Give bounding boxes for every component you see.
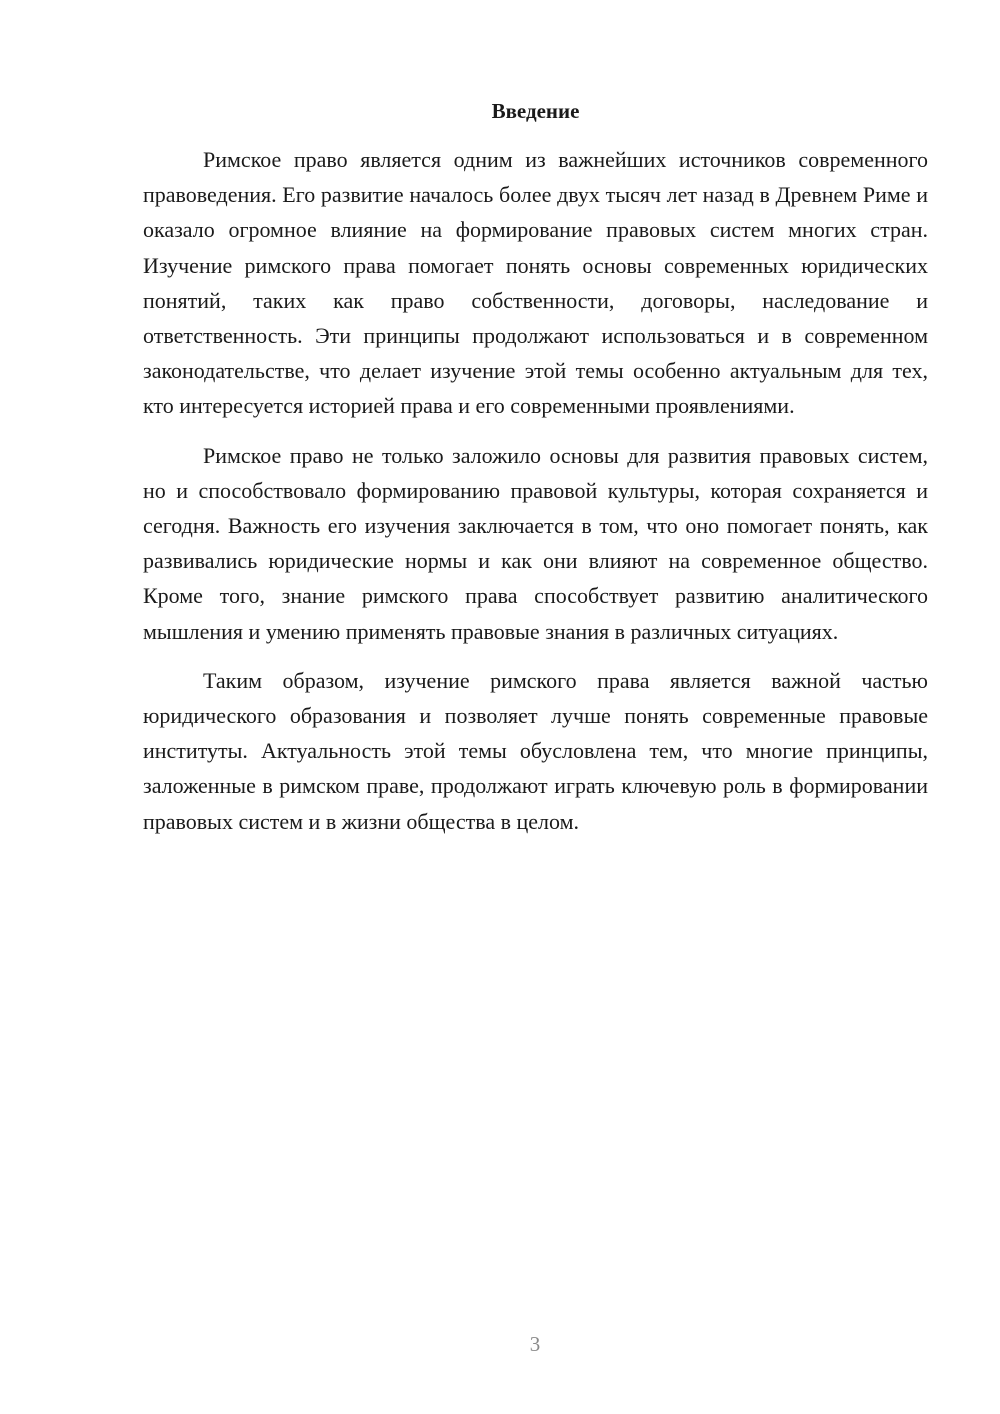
paragraph-1: Римское право является одним из важнейших источников современного правоведения. Его развитие началось более двух тысяч лет назад в Древнем Риме и оказало огромное влияние на формирование правовых систем многих стран. Изучение римского права помогает понять основы современных юридических понятий, таких как право собственности, договоры, наследование и ответственность. Эти принципы продолжают использоваться и в современном законодательстве, что делает изучение этой темы особенно актуальным для тех, кто интересуется историей права и его современными проявлениями. <box>143 147 928 419</box>
section-title: Введение <box>491 99 580 123</box>
page-number: 3 <box>529 1332 541 1356</box>
paragraph-3: Таким образом, изучение римского права является важной частью юридического образования и позволяет лучше понять современные правовые институты. Актуальность этой темы обусловлена тем, что многие принципы, заложенные в римском праве, продолжают играть ключевую роль в формировании правовых систем и в жизни общества в целом. <box>143 667 928 834</box>
paragraph-2: Римское право не только заложило основы для развития правовых систем, но и способствовало формированию правовой культуры, которая сохраняется и сегодня. Важность его изучения заключается в том, что оно помогает понять, как развивались юридические нормы и как они влияют на современное общество. Кроме того, знание римского права способствует развитию аналитического мышления и умению применять правовые знания в различных ситуациях. <box>143 442 928 644</box>
body-text <box>143 142 928 853</box>
